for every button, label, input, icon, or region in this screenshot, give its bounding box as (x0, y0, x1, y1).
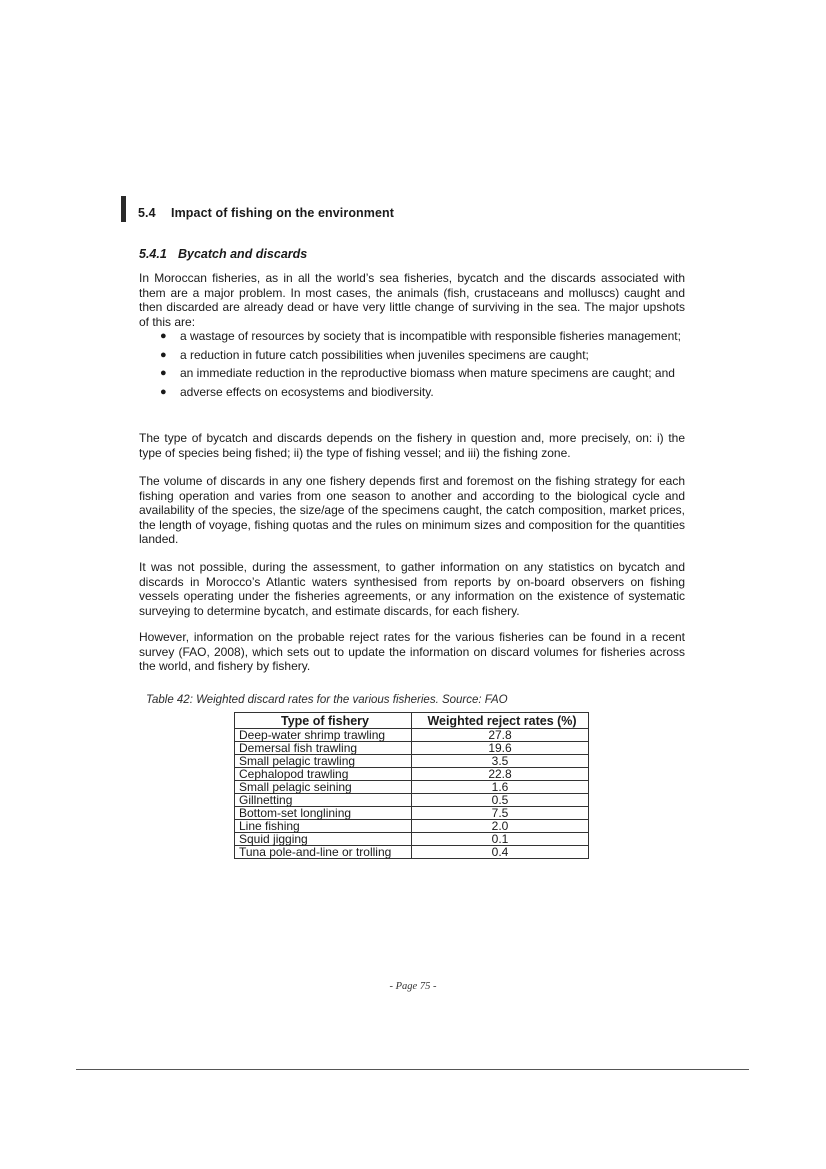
reject-rate-cell: 2.0 (412, 820, 589, 833)
fishery-type-cell: Cephalopod trawling (235, 768, 412, 781)
fishery-type-cell: Line fishing (235, 820, 412, 833)
reject-rate-cell: 0.1 (412, 833, 589, 846)
table-header-row (235, 713, 589, 729)
page-number: - Page 75 - (389, 981, 437, 992)
bullet-icon: ● (160, 367, 167, 380)
reject-rate-cell: 27.8 (412, 729, 589, 742)
table-row (235, 742, 589, 755)
fishery-type-cell: Small pelagic seining (235, 781, 412, 794)
reject-rate-cell: 0.5 (412, 794, 589, 807)
table-row (235, 729, 589, 742)
column-header-type: Type of fishery (235, 713, 412, 729)
table-row (235, 846, 589, 859)
list-item: ● an immediate reduction in the reproductive biomass when mature specimens are caught; and (160, 366, 675, 381)
reject-rate-cell: 1.6 (412, 781, 589, 794)
bullet-icon: ● (160, 348, 167, 361)
fishery-type-cell: Squid jigging (235, 833, 412, 846)
column-header-rate: Weighted reject rates (%) (412, 713, 589, 729)
table-row (235, 807, 589, 820)
section-marker-bar (121, 196, 126, 222)
fishery-type-cell: Tuna pole-and-line or trolling (235, 846, 412, 859)
list-item: ● a wastage of resources by society that is incompatible with responsible fisheries management; (160, 329, 681, 343)
paragraph-discard-volume: The volume of discards in any one fishery depends first and foremost on the fishing strategy for each fishing operation and varies from one season to another and according to the biological cycle and availability of the species, the size/age of the specimens caught, the catch composition, market prices, the length of voyage, fishing quotas and the rules on minimum sizes and composition for the quantities landed. (139, 474, 685, 547)
list-item: ● a reduction in future catch possibilities when juveniles specimens are caught; (160, 347, 589, 362)
reject-rate-cell: 0.4 (412, 846, 589, 859)
upshots-list (139, 329, 685, 403)
section-number: 5.4 (138, 206, 156, 220)
fishery-type-cell: Bottom-set longlining (235, 807, 412, 820)
bullet-icon: ● (160, 385, 167, 398)
table-row (235, 794, 589, 807)
paragraph-intro: In Moroccan fisheries, as in all the world’s sea fisheries, bycatch and the discards associated with them are a major problem. In most cases, the animals (fish, crustaceans and molluscs) caught and then discarded are already dead or have very little change of surviving in the sea. The major upshots of this are: (139, 271, 685, 329)
table-caption: Table 42: Weighted discard rates for the various fisheries. Source: FAO (146, 694, 508, 706)
subsection-heading (139, 247, 307, 261)
section-title-text: Impact of fishing on the environment (171, 206, 395, 220)
table-row (235, 768, 589, 781)
table-row (235, 781, 589, 794)
list-item: ● adverse effects on ecosystems and biodiversity. (160, 384, 434, 399)
paragraph-bycatch-type: The type of bycatch and discards depends on the fishery in question and, more precisely, on: i) the type of species being fished; ii) the type of fishing vessel; and iii) the fishing zone. (139, 431, 685, 460)
fishery-type-cell: Deep-water shrimp trawling (235, 729, 412, 742)
bullet-icon: ● (160, 330, 167, 342)
subsection-title-text: Bycatch and discards (178, 247, 308, 261)
reject-rate-cell: 22.8 (412, 768, 589, 781)
fishery-type-cell: Gillnetting (235, 794, 412, 807)
table-row (235, 755, 589, 768)
paragraph-fao-survey: However, information on the probable reject rates for the various fisheries can be found in a recent survey (FAO, 2008), which sets out to update the information on discard volumes for fisheries across the world, and fishery by fishery. (139, 630, 685, 674)
reject-rate-cell: 19.6 (412, 742, 589, 755)
reject-rate-cell: 3.5 (412, 755, 589, 768)
paragraph-assessment: It was not possible, during the assessment, to gather information on any statistics on bycatch and discards in Morocco’s Atlantic waters synthesised from reports by on-board observers on fishing vessels operating under the fisheries agreements, or any information on the existence of systematic surveying to determine bycatch, and estimate discards, for each fishery. (139, 560, 685, 618)
reject-rate-cell: 7.5 (412, 807, 589, 820)
table-row (235, 820, 589, 833)
fishery-type-cell: Demersal fish trawling (235, 742, 412, 755)
subsection-number: 5.4.1 (139, 247, 167, 261)
section-heading (138, 206, 394, 220)
table-row (235, 833, 589, 846)
fishery-type-cell: Small pelagic trawling (235, 755, 412, 768)
footer-divider (76, 1069, 749, 1070)
discard-rates-table (234, 712, 589, 859)
